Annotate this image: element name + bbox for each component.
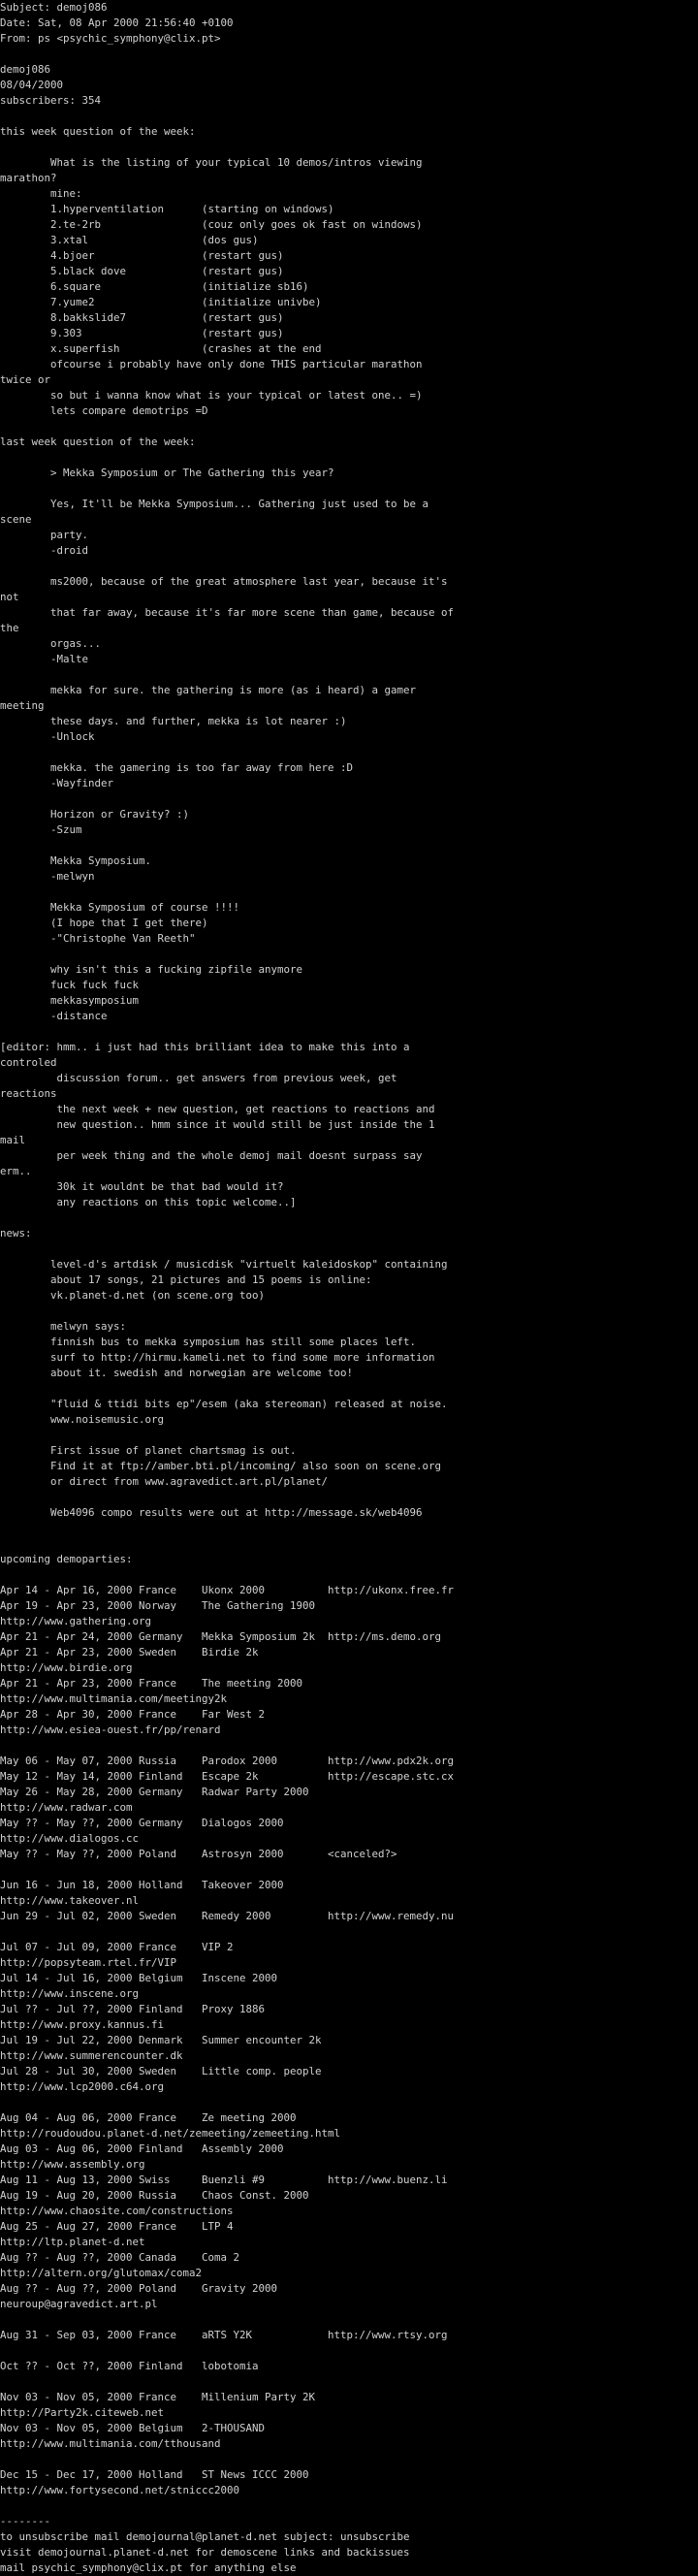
text-line: 30k it wouldnt be that bad would it? <box>0 1180 284 1193</box>
text-line <box>0 667 698 683</box>
text-line: http://altern.org/glutomax/coma2 <box>0 2267 203 2279</box>
text-line: http://www.radwar.com <box>0 1801 133 1814</box>
text-line <box>0 481 698 497</box>
text-line: x.superfish (crashes at the end <box>0 342 322 355</box>
text-line: -melwyn <box>0 870 95 883</box>
text-line: http://www.birdie.org <box>0 1661 133 1674</box>
text-line: that far away, because it's far more scene than game, because of <box>0 606 455 619</box>
text-line <box>0 1210 698 1226</box>
text-line: -Malte <box>0 653 89 665</box>
text-line: so but i wanna know what is your typical or latest one.. =) <box>0 389 423 402</box>
text-line: meeting <box>0 699 45 712</box>
text-line <box>0 1024 698 1040</box>
text-line: or direct from www.agravedict.art.pl/planet/ <box>0 1475 329 1488</box>
text-line: last week question of the week: <box>0 435 196 448</box>
text-line: http://www.assembly.org <box>0 2158 145 2171</box>
text-line: http://www.dialogos.cc <box>0 1832 140 1845</box>
text-line: http://www.multimania.com/tthousand <box>0 2437 221 2450</box>
text-line: party. <box>0 529 89 541</box>
text-line: What is the listing of your typical 10 demos/intros viewing <box>0 156 423 169</box>
text-line: -Unlock <box>0 730 95 743</box>
text-line: Apr 28 - Apr 30, 2000 France Far West 2 <box>0 1708 266 1721</box>
text-line <box>0 1536 698 1552</box>
text-line: Apr 21 - Apr 23, 2000 Sweden Birdie 2k <box>0 1646 259 1658</box>
text-line: about it. swedish and norwegian are welcome too! <box>0 1367 354 1379</box>
text-line: 7.yume2 (initialize univbe) <box>0 296 322 308</box>
text-line: Web4096 compo results were out at http://message.sk/web4096 <box>0 1506 423 1519</box>
text-line: Apr 21 - Apr 23, 2000 France The meeting 2000 <box>0 1677 303 1690</box>
text-line: http://www.proxy.kannus.fi <box>0 2018 165 2031</box>
text-line: 4.bjoer (restart gus) <box>0 249 284 262</box>
text-line: > Mekka Symposium or The Gathering this year? <box>0 467 334 479</box>
text-line: http://www.lcp2000.c64.org <box>0 2080 165 2093</box>
text-line: vk.planet-d.net (on scene.org too) <box>0 1289 266 1302</box>
text-line <box>0 1490 698 1505</box>
text-line: May ?? - May ??, 2000 Poland Astrosyn 2000 <canceled?> <box>0 1848 397 1860</box>
text-line: Find it at ftp://amber.bti.pl/incoming/ also soon on scene.org <box>0 1460 442 1472</box>
text-line <box>0 745 698 760</box>
text-line: news: <box>0 1227 32 1240</box>
text-line: Mekka Symposium of course !!!! <box>0 901 240 914</box>
text-line: Oct ?? - Oct ??, 2000 Finland lobotomia <box>0 2360 259 2372</box>
text-line: reactions <box>0 1087 57 1100</box>
text-line: not <box>0 591 19 603</box>
text-line: melwyn says: <box>0 1320 127 1333</box>
text-line <box>0 2374 698 2390</box>
text-line: level-d's artdisk / musicdisk "virtuelt kaleidoskop" containing <box>0 1258 448 1271</box>
text-line: per week thing and the whole demoj mail doesnt surpass say <box>0 1149 423 1162</box>
text-line <box>0 559 698 574</box>
text-line: mekkasymposium <box>0 994 140 1007</box>
text-line: http://roudoudou.planet-d.net/zemeeting/zemeeting.html <box>0 2127 341 2140</box>
text-line: Apr 14 - Apr 16, 2000 France Ukonx 2000 http://ukonx.free.fr <box>0 1584 455 1596</box>
text-line: http://www.gathering.org <box>0 1615 152 1627</box>
text-line: "fluid & ttidi bits ep"/esem (aka stereoman) released at noise. <box>0 1398 448 1410</box>
text-line: -droid <box>0 544 89 557</box>
text-line: about 17 songs, 21 pictures and 15 poems is online: <box>0 1273 372 1286</box>
text-line: http://www.inscene.org <box>0 1987 140 2000</box>
text-line: -------- <box>0 2515 51 2528</box>
text-line: Aug ?? - Aug ??, 2000 Poland Gravity 2000 <box>0 2282 278 2295</box>
text-line: Nov 03 - Nov 05, 2000 Belgium 2-THOUSAND <box>0 2422 266 2434</box>
text-line: visit demojournal.planet-d.net for demoscene links and backissues <box>0 2546 410 2559</box>
text-line <box>0 1738 698 1754</box>
text-line <box>0 1241 698 1257</box>
text-line: Aug 25 - Aug 27, 2000 France LTP 4 <box>0 2220 234 2233</box>
text-line: mail <box>0 1134 26 1146</box>
text-line: From: ps <psychic_symphony@clix.pt> <box>0 32 221 45</box>
text-line: upcoming demoparties: <box>0 1553 133 1565</box>
text-line: http://www.esiea-ouest.fr/pp/renard <box>0 1723 221 1736</box>
text-line <box>0 1428 698 1443</box>
text-line <box>0 2498 698 2514</box>
text-line: lets compare demotrips =D <box>0 404 208 417</box>
text-line: twice or <box>0 373 51 386</box>
text-line: Dec 15 - Dec 17, 2000 Holland ST News ICCC 2000 <box>0 2468 309 2481</box>
text-line: erm.. <box>0 1165 32 1177</box>
text-line: Aug 04 - Aug 06, 2000 France Ze meeting 2000 <box>0 2111 297 2124</box>
text-line <box>0 419 698 435</box>
text-line: to unsubscribe mail demojournal@planet-d.net subject: unsubscribe <box>0 2530 410 2543</box>
text-line <box>0 2095 698 2110</box>
text-line <box>0 1381 698 1397</box>
text-line: these days. and further, mekka is lot nearer :) <box>0 715 347 727</box>
text-line: [editor: hmm.. i just had this brilliant idea to make this into a <box>0 1041 410 1053</box>
text-line: why isn't this a fucking zipfile anymore <box>0 963 303 976</box>
text-line: mine: <box>0 187 82 200</box>
text-line: Jun 29 - Jul 02, 2000 Sweden Remedy 2000 http://www.remedy.nu <box>0 1910 455 1922</box>
text-line: http://www.multimania.com/meetingy2k <box>0 1692 228 1705</box>
text-line: Aug 19 - Aug 20, 2000 Russia Chaos Const. 2000 <box>0 2189 309 2202</box>
text-line: -"Christophe Van Reeth" <box>0 932 196 945</box>
text-line: Aug 11 - Aug 13, 2000 Swiss Buenzli #9 http://www.buenz.li <box>0 2174 448 2186</box>
text-line: marathon? <box>0 172 57 184</box>
text-line: Mekka Symposium. <box>0 854 152 867</box>
text-line: 2.te-2rb (couz only goes ok fast on windows) <box>0 218 423 231</box>
text-line: orgas... <box>0 637 102 650</box>
text-line: surf to http://hirmu.kameli.net to find some more information <box>0 1351 435 1364</box>
text-line: Yes, It'll be Mekka Symposium... Gathering just used to be a <box>0 498 429 510</box>
text-line: mail psychic_symphony@clix.pt for anything else <box>0 2561 297 2574</box>
text-line: (I hope that I get there) <box>0 917 208 929</box>
text-line: 1.hyperventilation (starting on windows) <box>0 203 334 215</box>
text-line: fuck fuck fuck <box>0 979 140 991</box>
text-line <box>0 47 698 62</box>
text-line: http://popsyteam.rtel.fr/VIP <box>0 1956 177 1969</box>
text-line: subscribers: 354 <box>0 94 102 107</box>
text-line: finnish bus to mekka symposium has still some places left. <box>0 1336 417 1348</box>
text-line <box>0 1567 698 1583</box>
text-line: Apr 19 - Apr 23, 2000 Norway The Gathering 1900 <box>0 1599 316 1612</box>
text-line: 9.303 (restart gus) <box>0 327 284 339</box>
text-line: -distance <box>0 1010 108 1022</box>
text-line <box>0 947 698 962</box>
text-line: Jul 14 - Jul 16, 2000 Belgium Inscene 2000 <box>0 1972 278 1984</box>
text-line: Jul 07 - Jul 09, 2000 France VIP 2 <box>0 1941 234 1953</box>
text-line <box>0 1924 698 1940</box>
text-line <box>0 1521 698 1536</box>
text-line: First issue of planet chartsmag is out. <box>0 1444 297 1457</box>
text-line <box>0 838 698 853</box>
text-line: Apr 21 - Apr 24, 2000 Germany Mekka Symposium 2k http://ms.demo.org <box>0 1630 442 1643</box>
text-line <box>0 2452 698 2467</box>
text-line: 6.square (initialize sb16) <box>0 280 309 293</box>
text-line: -Wayfinder <box>0 777 114 789</box>
text-line: any reactions on this topic welcome..] <box>0 1196 297 1208</box>
text-line: 5.black dove (restart gus) <box>0 265 284 277</box>
text-line: ofcourse i probably have only done THIS particular marathon <box>0 358 423 370</box>
text-line <box>0 109 698 124</box>
text-line: May ?? - May ??, 2000 Germany Dialogos 2000 <box>0 1817 284 1829</box>
text-line: demoj086 <box>0 63 51 76</box>
text-line: Horizon or Gravity? :) <box>0 808 190 821</box>
text-line: neuroup@agravedict.art.pl <box>0 2298 158 2310</box>
text-line: May 26 - May 28, 2000 Germany Radwar Party 2000 <box>0 1786 309 1798</box>
text-line: http://Party2k.citeweb.net <box>0 2406 165 2419</box>
text-line: discussion forum.. get answers from previous week, get <box>0 1072 397 1084</box>
text-line: Aug 03 - Aug 06, 2000 Finland Assembly 2000 <box>0 2142 284 2155</box>
text-line: http://www.summerencounter.dk <box>0 2049 183 2062</box>
text-line: May 06 - May 07, 2000 Russia Parodox 2000 http://www.pdx2k.org <box>0 1755 455 1767</box>
text-line: Jul 28 - Jul 30, 2000 Sweden Little comp. people <box>0 2065 322 2077</box>
text-line: -Szum <box>0 823 82 836</box>
text-line: May 12 - May 14, 2000 Finland Escape 2k http://escape.stc.cx <box>0 1770 455 1783</box>
text-line: Date: Sat, 08 Apr 2000 21:56:40 +0100 <box>0 16 234 29</box>
text-line: http://www.chaosite.com/constructions <box>0 2205 234 2217</box>
text-line: new question.. hmm since it would still be just inside the 1 <box>0 1118 435 1131</box>
text-line: controled <box>0 1056 57 1069</box>
text-line: 08/04/2000 <box>0 79 64 91</box>
text-line: 8.bakkslide7 (restart gus) <box>0 311 284 324</box>
text-line: http://ltp.planet-d.net <box>0 2236 145 2248</box>
text-line: the next week + new question, get reactions to reactions and <box>0 1103 435 1115</box>
text-line: the <box>0 622 19 634</box>
text-line: http://www.takeover.nl <box>0 1894 140 1907</box>
text-line: Nov 03 - Nov 05, 2000 France Millenium Party 2K <box>0 2391 316 2403</box>
text-line: mekka. the gamering is too far away from here :D <box>0 761 354 774</box>
text-line: ms2000, because of the great atmosphere last year, because it's <box>0 575 448 588</box>
text-line: Aug ?? - Aug ??, 2000 Canada Coma 2 <box>0 2251 240 2264</box>
text-line: this week question of the week: <box>0 125 196 138</box>
text-line: Jun 16 - Jun 18, 2000 Holland Takeover 2000 <box>0 1879 284 1891</box>
text-line: Jul 19 - Jul 22, 2000 Denmark Summer encounter 2k <box>0 2034 322 2046</box>
text-line: scene <box>0 513 32 526</box>
text-line <box>0 2312 698 2328</box>
text-line: www.noisemusic.org <box>0 1413 165 1426</box>
text-line <box>0 1862 698 1878</box>
text-line: Aug 31 - Sep 03, 2000 France aRTS Y2K http://www.rtsy.org <box>0 2329 448 2341</box>
text-line <box>0 140 698 155</box>
text-line <box>0 450 698 466</box>
text-line <box>0 2343 698 2359</box>
text-line <box>0 791 698 807</box>
text-line: 3.xtal (dos gus) <box>0 234 259 246</box>
text-line: Jul ?? - Jul ??, 2000 Finland Proxy 1886 <box>0 2003 266 2015</box>
text-line: mekka for sure. the gathering is more (as i heard) a gamer <box>0 684 417 696</box>
text-line <box>0 885 698 900</box>
text-line: Subject: demoj086 <box>0 1 108 14</box>
text-line: http://www.fortysecond.net/stniccc2000 <box>0 2484 240 2496</box>
text-line <box>0 1304 698 1319</box>
